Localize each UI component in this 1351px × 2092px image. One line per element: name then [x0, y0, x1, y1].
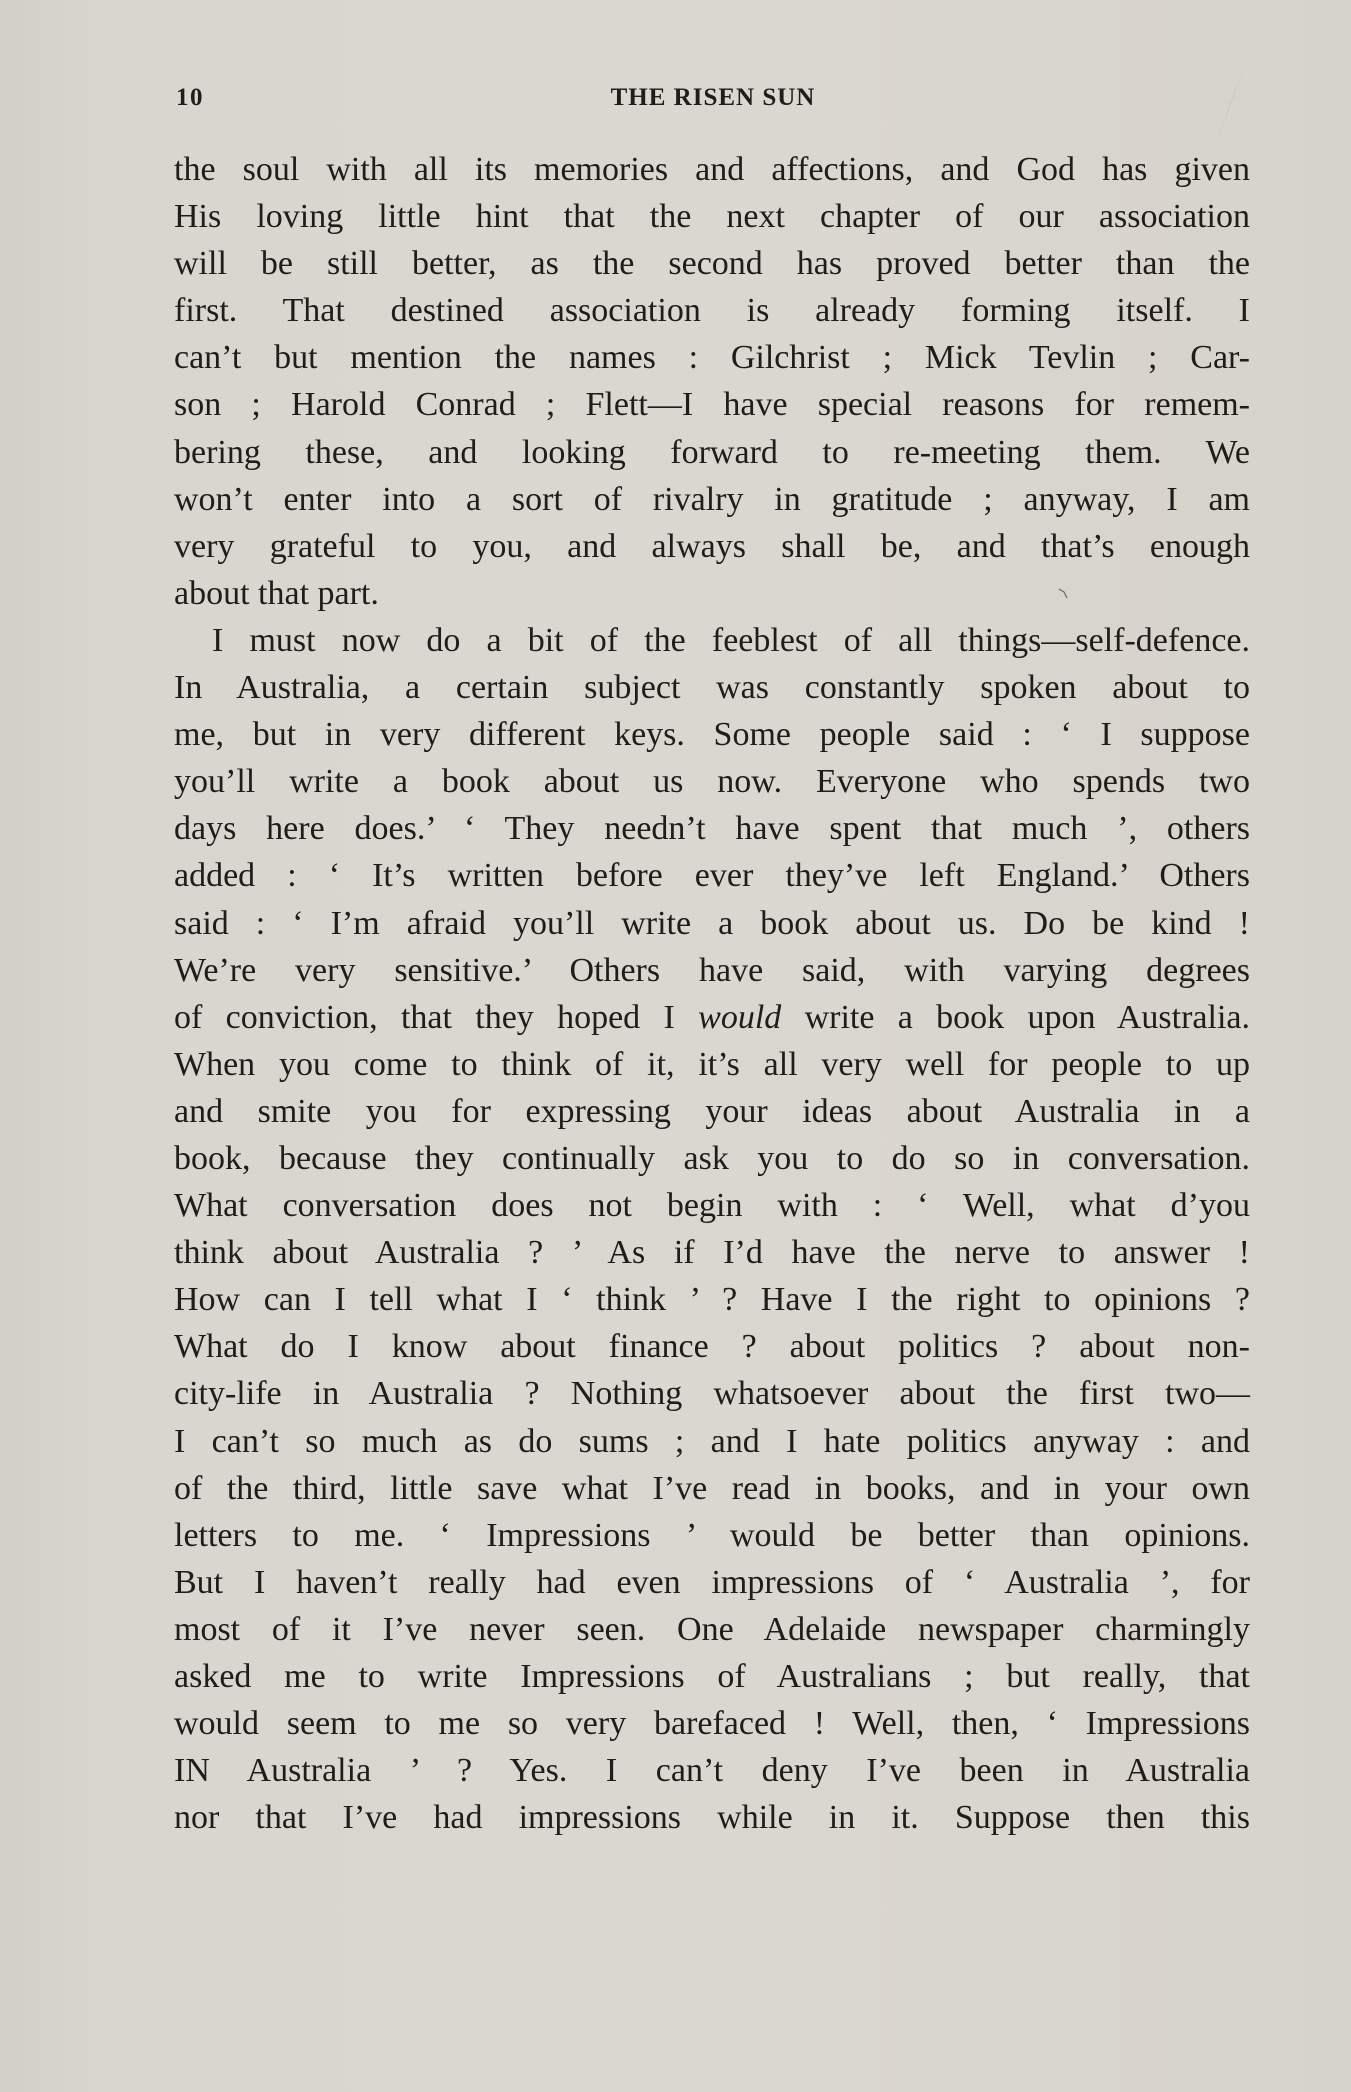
text-line: When you come to think of it, it’s all very well for people to up: [174, 1045, 1250, 1083]
text-line: In Australia, a certain subject was constantly spoken about to: [174, 669, 1250, 707]
text-line: of the third, little save what I’ve read in books, and in your own: [174, 1469, 1250, 1507]
pencil-mark-icon: [1058, 586, 1070, 598]
text-line: very grateful to you, and always shall be, and that’s enough: [174, 527, 1250, 565]
text-line: What do I know about finance ? about politics ? about non-: [174, 1328, 1250, 1366]
text-line: the soul with all its memories and affections, and God has given: [174, 151, 1250, 188]
running-head: [176, 84, 1250, 124]
text-line: asked me to write Impressions of Australians ; but really, that: [174, 1658, 1250, 1695]
text-line: We’re very sensitive.’ Others have said, with varying degrees: [174, 951, 1250, 989]
text-line: will be still better, as the second has proved better than the: [174, 245, 1250, 283]
text-line: His loving little hint that the next chapter of our association: [174, 198, 1250, 236]
text-line: nor that I’ve had impressions while in it. Suppose then this: [174, 1799, 1250, 1837]
text-line: What conversation does not begin with : ‘ Well, what d’you: [174, 1187, 1250, 1225]
book-title: THE RISEN SUN: [610, 84, 816, 111]
text-line: would seem to me so very barefaced ! Well, then, ‘ Impressions: [174, 1705, 1250, 1743]
text-line: me, but in very different keys. Some people said : ‘ I suppose: [174, 716, 1250, 754]
text-line: I must now do a bit of the feeblest of all things—self-defence.: [212, 621, 1250, 659]
text-line: about that part.: [174, 574, 379, 612]
body-text: [174, 146, 1250, 1841]
text-line: can’t but mention the names : Gilchrist ; Mick Tevlin ; Car-: [174, 339, 1250, 377]
text-line: of conviction, that they hoped I would write a book upon Australia.: [174, 998, 1251, 1036]
text-line: IN Australia ’ ? Yes. I can’t deny I’ve been in Australia: [174, 1752, 1250, 1790]
text-line: How can I tell what I ‘ think ’ ? Have I the right to opinions ?: [174, 1281, 1250, 1319]
text-line: city-life in Australia ? Nothing whatsoever about the first two—: [174, 1375, 1250, 1413]
text-line: But I haven’t really had even impressions of ‘ Australia ’, for: [174, 1563, 1250, 1601]
text-line: days here does.’ ‘ They needn’t have spent that much ’, others: [174, 810, 1250, 848]
text-line: you’ll write a book about us now. Everyone who spends two: [174, 763, 1250, 801]
text-line: bering these, and looking forward to re-meeting them. We: [174, 433, 1250, 471]
text-line: book, because they continually ask you to do so in conversation.: [174, 1139, 1250, 1177]
text-line: won’t enter into a sort of rivalry in gratitude ; anyway, I am: [174, 480, 1250, 518]
emphasis: would: [698, 998, 782, 1036]
page-number: 10: [176, 84, 204, 111]
text-line: think about Australia ? ’ As if I’d have the nerve to answer !: [174, 1234, 1250, 1272]
text-line: first. That destined association is already forming itself. I: [174, 292, 1250, 330]
text-line: most of it I’ve never seen. One Adelaide newspaper charmingly: [174, 1610, 1250, 1648]
text-line: said : ‘ I’m afraid you’ll write a book about us. Do be kind !: [174, 904, 1250, 942]
text-line: and smite you for expressing your ideas about Australia in a: [174, 1092, 1250, 1130]
text-line: I can’t so much as do sums ; and I hate politics anyway : and: [174, 1422, 1250, 1460]
text-line: son ; Harold Conrad ; Flett—I have special reasons for remem-: [174, 386, 1250, 424]
text-line: letters to me. ‘ Impressions ’ would be better than opinions.: [174, 1516, 1250, 1554]
text-line: added : ‘ It’s written before ever they’ve left England.’ Others: [174, 857, 1250, 895]
